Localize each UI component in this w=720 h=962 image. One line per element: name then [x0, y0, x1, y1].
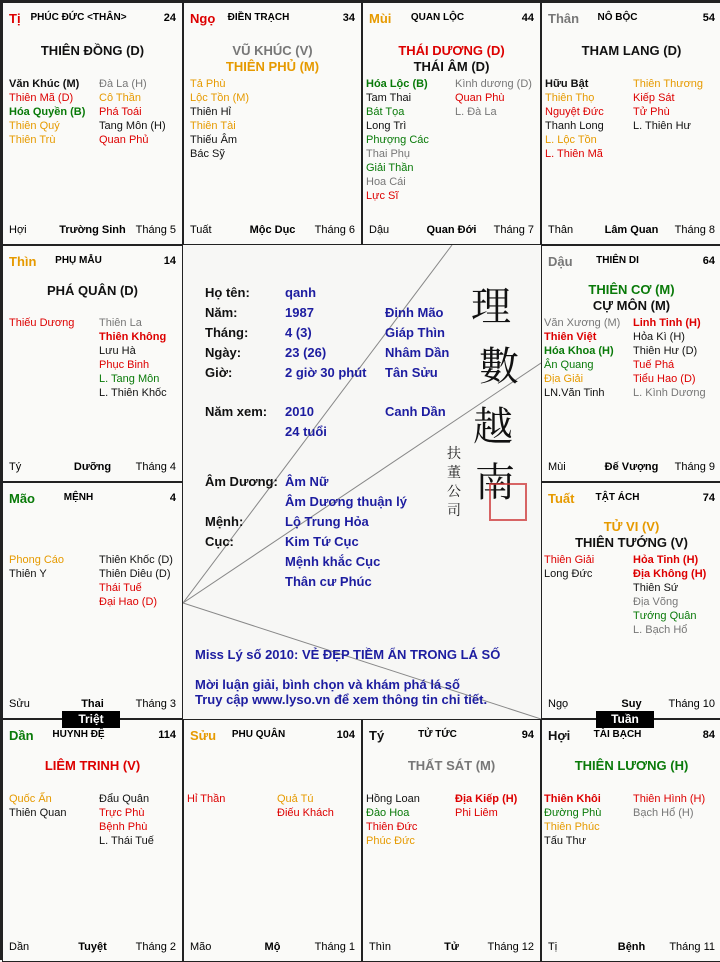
palace-branch: Thìn	[9, 254, 37, 269]
minor-stars-left: Hữu Bật Thiên Thọ Nguyệt Đức Thanh Long L. Lộc Tồn L. Thiên Mã	[545, 78, 604, 160]
value-day: 23 (26)	[285, 345, 327, 360]
palace-name: TỬ TỨC	[418, 729, 457, 740]
promo-line-1: Mời luận giải, bình chọn và khám phá lá số	[195, 677, 460, 692]
palace-name: PHÚC ĐỨC <THÂN>	[30, 12, 127, 23]
palace-ngo[interactable]	[183, 2, 362, 245]
label-hour: Giờ:	[205, 365, 233, 380]
minor-stars-left: Hóa Lộc (B) Tam Thai Bát Tọa Long Trì Phượng Các Thai Phụ Giải Thần Hoa Cái Lực Sĩ	[366, 78, 429, 202]
value-menh-cuc: Mệnh khắc Cục	[285, 554, 381, 569]
main-star: VŨ KHÚC (V)	[232, 43, 313, 58]
palace-suu[interactable]	[183, 719, 362, 962]
minor-stars-right: Linh Tinh (H) Hỏa Kì (H) Thiên Hư (D) Tuế Phá Tiểu Hao (D) L. Kình Dương	[633, 317, 706, 399]
palace-number: 44	[521, 12, 534, 24]
palace-branch: Tị	[9, 11, 21, 26]
palace-number: 14	[163, 255, 176, 267]
palace-dan[interactable]	[2, 719, 183, 962]
palace-footer: Dậu Quan Đới Tháng 7	[369, 224, 534, 236]
main-star: THÁI DƯƠNG (D)	[398, 43, 505, 58]
palace-ty[interactable]	[362, 719, 541, 962]
palace-than[interactable]	[541, 2, 720, 245]
palace-name: TÀI BẠCH	[593, 729, 642, 740]
label-month: Tháng:	[205, 325, 249, 340]
triet-tag: Triệt	[62, 711, 120, 728]
calligraphy-char: 數	[479, 344, 519, 390]
palace-footer: Sửu Thai Tháng 3	[9, 698, 176, 710]
palace-ti[interactable]	[2, 2, 183, 245]
main-star: THIÊN ĐỒNG (D)	[40, 43, 145, 58]
minor-stars-left: Tả Phù Lộc Tồn (M) Thiên Hỉ Thiên Tài Thiếu Âm Bác Sỹ	[190, 78, 250, 160]
palace-number: 84	[702, 729, 715, 741]
tuan-tag: Tuần	[596, 711, 654, 728]
center-info-panel	[183, 245, 541, 719]
value-menh: Lộ Trung Hỏa	[285, 514, 369, 529]
palace-number: 64	[702, 255, 715, 267]
palace-name: NÔ BỘC	[597, 12, 638, 23]
label-view-year: Năm xem:	[205, 404, 268, 419]
minor-stars-left: Văn Khúc (M) Thiên Mã (D) Hóa Quyền (B) Thiên Quý Thiên Trù	[9, 78, 86, 146]
palace-name: QUAN LỘC	[410, 12, 465, 23]
minor-stars-right: Thiên Khốc (D) Thiên Diêu (D) Thái Tuế Đại Hao (D)	[99, 554, 173, 608]
value-cuc: Kim Tứ Cục	[285, 534, 359, 549]
label-day: Ngày:	[205, 345, 242, 360]
palace-branch: Ngọ	[190, 11, 216, 26]
value-am-duong: Âm Nữ	[285, 474, 329, 489]
palace-name: PHU QUÂN	[231, 729, 286, 740]
value-name: qanh	[285, 285, 317, 300]
minor-stars-right: Thiên Hình (H) Bạch Hổ (H)	[633, 793, 706, 819]
minor-stars-left: Phong Cáo Thiên Y	[9, 554, 65, 580]
seal-small-text: 扶 董 公 司	[447, 446, 461, 519]
palace-number: 34	[342, 12, 355, 24]
minor-stars-right: Đẩu Quân Trực Phù Bệnh Phù L. Thái Tuế	[99, 793, 154, 847]
main-star: THIÊN TƯỚNG (V)	[575, 535, 688, 550]
palace-number: 94	[521, 729, 534, 741]
calligraphy-char: 理	[471, 284, 511, 330]
minor-stars-left: Hồng Loan Đào Hoa Thiên Đức Phúc Đức	[366, 793, 420, 847]
minor-stars-right: Thiên Thương Kiếp Sát Tử Phù L. Thiên Hư	[633, 78, 704, 132]
canchi-year: Đinh Mão	[385, 305, 444, 320]
palace-name: TẬT ÁCH	[595, 492, 640, 503]
promo-line-2: Truy cập www.lyso.vn để xem thông tin chi tiết.	[195, 692, 488, 707]
label-am-duong: Âm Dương:	[205, 474, 278, 489]
minor-stars-left: Hỉ Thần	[187, 793, 226, 805]
main-star: THIÊN PHỦ (M)	[225, 59, 320, 74]
palace-branch: Mão	[9, 491, 35, 506]
value-age: 24 tuổi	[285, 424, 327, 439]
palace-footer: Dần Tuyệt Tháng 2	[9, 941, 176, 953]
minor-stars-left: Quốc Ấn Thiên Quan	[9, 793, 67, 819]
label-cuc: Cục:	[205, 534, 234, 549]
palace-name: PHỤ MẪU	[55, 255, 102, 266]
promo-title: Miss Lý số 2010: VẺ ĐẸP TIỀM ẨN TRONG LÁ SỐ	[195, 647, 501, 662]
palace-thin[interactable]	[2, 245, 183, 482]
palace-footer: Thân Lâm Quan Tháng 8	[548, 224, 715, 236]
palace-footer: Mùi Đế Vượng Tháng 9	[548, 461, 715, 473]
label-year: Năm:	[205, 305, 238, 320]
palace-number: 74	[702, 492, 715, 504]
value-than: Thân cư Phúc	[285, 574, 372, 589]
main-star: THẤT SÁT (M)	[407, 758, 496, 773]
palace-number: 104	[336, 729, 355, 741]
palace-branch: Dậu	[548, 254, 573, 269]
minor-stars-left: Thiếu Dương	[9, 317, 75, 329]
palace-branch: Thân	[548, 11, 580, 26]
palace-name: THIÊN DI	[596, 255, 639, 266]
value-month: 4 (3)	[285, 325, 312, 340]
canchi-hour: Tân Sửu	[385, 365, 438, 380]
canchi-view-year: Canh Dần	[385, 404, 446, 419]
calligraphy-char: 越	[473, 404, 513, 450]
main-star: TỬ VI (V)	[603, 519, 660, 534]
minor-stars-left: Thiên Giải Long Đức	[544, 554, 595, 580]
red-seal-stamp	[489, 483, 527, 521]
minor-stars-right: Kình dương (D) Quan Phù L. Đà La	[455, 78, 532, 118]
minor-stars-right: Hỏa Tinh (H) Địa Không (H) Thiên Sứ Địa Võng Tướng Quân L. Bạch Hổ	[633, 554, 707, 636]
minor-stars-left: Văn Xương (M) Thiên Việt Hóa Khoa (H) Ân Quang Địa Giải LN.Văn Tinh	[544, 317, 621, 399]
palace-footer: Mão Mộ Tháng 1	[190, 941, 355, 953]
palace-branch: Dần	[9, 728, 34, 743]
palace-branch: Mùi	[369, 11, 392, 26]
label-name: Họ tên:	[205, 285, 250, 300]
palace-footer: Thìn Tử Tháng 12	[369, 941, 534, 953]
main-star: THÁI ÂM (D)	[413, 59, 490, 74]
value-view-year: 2010	[285, 404, 314, 419]
minor-stars-right: Thiên La Thiên Không Lưu Hà Phục Binh L. Tang Môn L. Thiên Khốc	[99, 317, 167, 399]
main-star: THAM LANG (D)	[581, 43, 682, 58]
palace-number: 4	[169, 492, 176, 504]
palace-name: HUYNH ĐỆ	[52, 729, 105, 740]
main-star: LIÊM TRINH (V)	[44, 758, 141, 773]
minor-stars-left: Thiên Khôi Đường Phù Thiên Phúc Tấu Thư	[544, 793, 602, 847]
palace-branch: Tuất	[548, 491, 575, 506]
palace-branch: Tý	[369, 728, 385, 743]
canchi-day: Nhâm Dần	[385, 345, 450, 360]
palace-number: 114	[158, 729, 176, 741]
palace-footer: Tý Dưỡng Tháng 4	[9, 461, 176, 473]
minor-stars-right: Địa Kiếp (H) Phi Liêm	[455, 793, 518, 819]
palace-mui[interactable]	[362, 2, 541, 245]
palace-tuat[interactable]	[541, 482, 720, 719]
value-am-duong-2: Âm Dương thuận lý	[285, 494, 407, 509]
palace-branch: Sửu	[190, 728, 217, 743]
palace-footer: Ngọ Suy Tháng 10	[548, 698, 715, 710]
value-year: 1987	[285, 305, 314, 320]
palace-name: MỆNH	[63, 492, 94, 503]
main-star: THIÊN CƠ (M)	[588, 282, 675, 297]
palace-footer: Hợi Trường Sinh Tháng 5	[9, 224, 176, 236]
label-menh: Mệnh:	[205, 514, 244, 529]
palace-number: 24	[163, 12, 176, 24]
main-star: PHÁ QUÂN (D)	[47, 283, 138, 298]
minor-stars-right: Đà La (H) Cô Thần Phá Toái Tang Môn (H) Quan Phủ	[99, 78, 166, 146]
palace-footer: Tị Bệnh Tháng 11	[548, 941, 715, 953]
canchi-month: Giáp Thìn	[385, 325, 445, 340]
main-star: CỰ MÔN (M)	[592, 298, 671, 313]
palace-number: 54	[702, 12, 715, 24]
minor-stars-right: Quả Tú Điếu Khách	[277, 793, 334, 819]
palace-branch: Hợi	[548, 728, 571, 743]
value-hour: 2 giờ 30 phút	[285, 365, 367, 380]
palace-dau[interactable]	[541, 245, 720, 482]
main-star: THIÊN LƯƠNG (H)	[574, 758, 689, 773]
calligraphy-char: 南	[475, 460, 515, 506]
palace-name: ĐIỀN TRẠCH	[227, 12, 290, 23]
palace-mao[interactable]	[2, 482, 183, 719]
palace-hoi[interactable]	[541, 719, 720, 962]
palace-footer: Tuất Mộc Dục Tháng 6	[190, 224, 355, 236]
